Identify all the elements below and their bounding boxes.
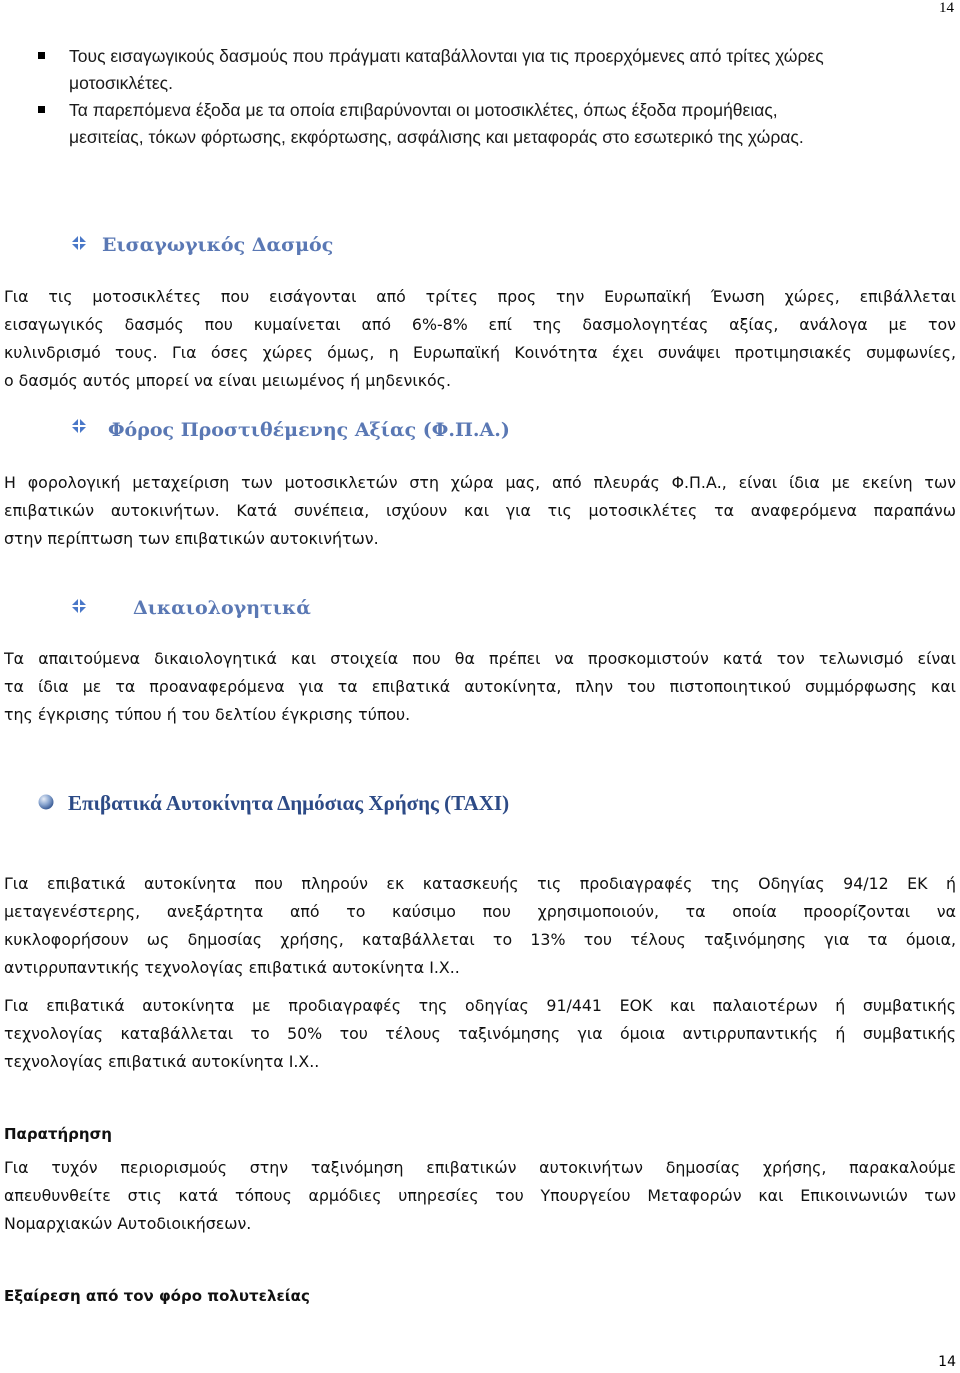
paragraph-line: Για επιβατικά αυτοκίνητα με προδιαγραφές της οδηγίας 91/441 ΕΟΚ και παλαιοτέρων ή συμβατικής [4, 996, 956, 1015]
page-number-bottom: 14 [938, 1354, 956, 1370]
section-heading-import-duty: Εισαγωγικός Δασμός [102, 234, 334, 256]
paragraph-line: Για τυχόν περιορισμούς στην ταξινόμηση επιβατικών αυτοκινήτων δημοσίας χρήσης, παρακαλούμε [4, 1158, 956, 1177]
paragraph-line: εισαγωγικός δασμός που κυμαίνεται από 6%-8% επί της δασμολογητέας αξίας, ανάλογα με τον [4, 315, 956, 334]
square-bullet-icon [38, 52, 45, 59]
paragraph-line: τα ίδια με τα προαναφερόμενα για τα επιβατικά αυτοκίνητα, πλην του πιστοποιητικού συμμόρφωσης και [4, 677, 956, 696]
paragraph-line: τεχνολογίας καταβάλλεται το 50% του τέλους ταξινόμησης για όμοια αντιρρυπαντικής ή συμβατικής [4, 1024, 956, 1043]
bullet-line: Τους εισαγωγικούς δασμούς που πράγματι καταβάλλονται για τις προερχόμενες από τρίτες χώρες [69, 46, 824, 66]
section-heading-documents: Δικαιολογητικά [133, 597, 311, 619]
paragraph-line: μεταγενέστερης, ανεξάρτητα από το καύσιμο που χρησιμοποιούν, τα οποία προορίζονται να [4, 902, 956, 921]
taxi-paragraph-2 [4, 992, 956, 1076]
bullet-line: μοτοσικλέτες. [69, 73, 173, 93]
paragraph-line: επιβατικών αυτοκινήτων. Κατά συνέπεια, ισχύουν και για τις μοτοσικλέτες τα αναφερόμενα παραπάνω [4, 501, 956, 520]
paragraph-line: κυλινδρισμό τους. Για όσες χώρες όμως, η Ευρωπαϊκή Κοινότητα έχει συνάψει προτιμησιακές συμφωνίες, [4, 343, 956, 362]
paragraph-line: Η φορολογική μεταχείριση των μοτοσικλετών στη χώρα μας, από πλευράς Φ.Π.Α., είναι ίδια με εκείνη των [4, 473, 956, 492]
note-heading: Παρατήρηση [4, 1125, 112, 1143]
section-heading-vat: Φόρος Προστιθέμενης Αξίας (Φ.Π.Α.) [108, 419, 510, 441]
bullet-item-2 [69, 97, 955, 151]
bullet-item-1 [69, 43, 955, 97]
bullet-line: μεσιτείας, τόκων φόρτωσης, εκφόρτωσης, ασφάλισης και μεταφοράς στο εσωτερικό της χώρας. [69, 127, 804, 147]
cross-diamond-icon [71, 235, 87, 255]
section-heading-taxi: Επιβατικά Αυτοκίνητα Δημόσιας Χρήσης (TAXI) [68, 791, 510, 815]
paragraph-line: αντιρρυπαντικής τεχνολογίας επιβατικά αυτοκίνητα Ι.Χ.. [4, 958, 460, 977]
luxury-tax-heading: Εξαίρεση από τον φόρο πολυτελείας [4, 1287, 310, 1305]
paragraph-line: Νομαρχιακών Αυτοδιοικήσεων. [4, 1214, 252, 1233]
paragraph-line: τεχνολογίας επιβατικά αυτοκίνητα Ι.Χ.. [4, 1052, 320, 1071]
paragraph-line: Για επιβατικά αυτοκίνητα που πληρούν εκ κατασκευής τις προδιαγραφές της Οδηγίας 94/12 ΕΚ ή [4, 874, 956, 893]
paragraph-line: απευθυνθείτε στις κατά τόπους αρμόδιες υπηρεσίες του Υπουργείου Μεταφορών και Επικοινωνιών των [4, 1186, 956, 1205]
paragraph-line: ο δασμός αυτός μπορεί να είναι μειωμένος ή μηδενικός. [4, 371, 451, 390]
cross-diamond-icon [71, 418, 87, 438]
note-paragraph [4, 1154, 956, 1238]
paragraph-line: κυκλοφορήσουν ως δημοσίας χρήσης, καταβάλλεται το 13% του τέλους ταξινόμησης για τα όμοια, [4, 930, 956, 949]
paragraph-line: στην περίπτωση των επιβατικών αυτοκινήτων. [4, 529, 379, 548]
documents-paragraph [4, 645, 956, 729]
cross-diamond-icon [71, 598, 87, 618]
paragraph-line: Για τις μοτοσικλέτες που εισάγονται από τρίτες προς την Ευρωπαϊκή Ένωση χώρες, επιβάλλεται [4, 287, 956, 306]
import-duty-paragraph [4, 283, 956, 395]
paragraph-line: Τα απαιτούμενα δικαιολογητικά και στοιχεία που θα πρέπει να προσκομιστούν κατά τον τελωνισμό είναι [4, 649, 956, 668]
sphere-bullet-icon [38, 794, 54, 814]
paragraph-line: της έγκρισης τύπου ή του δελτίου έγκρισης τύπου. [4, 705, 411, 724]
taxi-paragraph-1 [4, 870, 956, 982]
bullet-line: Τα παρεπόμενα έξοδα με τα οποία επιβαρύνονται οι μοτοσικλέτες, όπως έξοδα προμήθειας, [69, 100, 778, 120]
page-number-top: 14 [939, 0, 954, 16]
vat-paragraph [4, 469, 956, 553]
square-bullet-icon [38, 106, 45, 113]
